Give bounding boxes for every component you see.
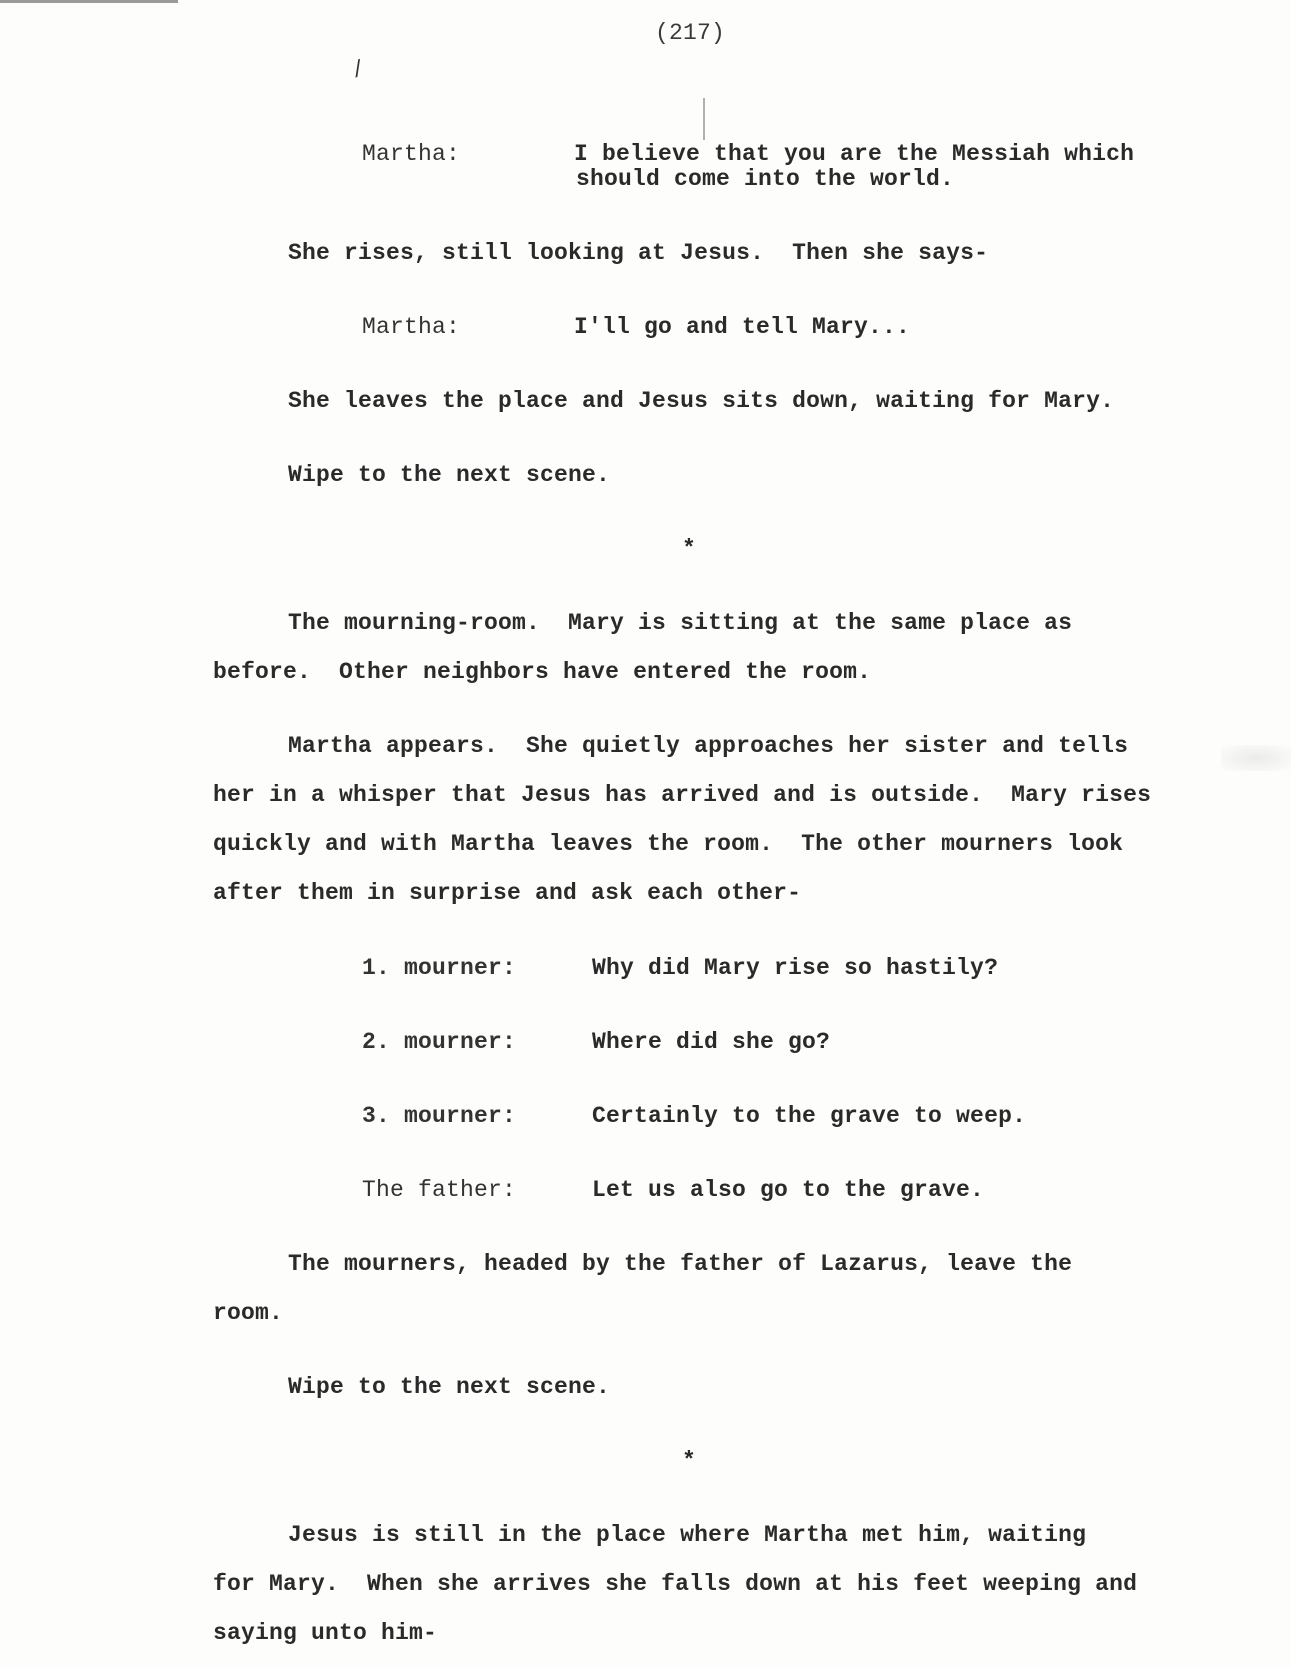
- dialogue-line: Let us also go to the grave.: [592, 1177, 985, 1203]
- dialogue-line: should come into the world.: [576, 166, 955, 192]
- scan-edge-line: [0, 0, 178, 3]
- dialogue-line: I believe that you are the Messiah which: [574, 141, 1135, 167]
- paragraph-line: Martha appears. She quietly approaches her sister and tells: [288, 733, 1129, 759]
- paragraph-line: quickly and with Martha leaves the room. The other mourners look: [213, 831, 1124, 857]
- paragraph-line: her in a whisper that Jesus has arrived and is outside. Mary rises: [213, 782, 1152, 808]
- dialogue-line: Certainly to the grave to weep.: [592, 1103, 1027, 1129]
- paragraph-line: before. Other neighbors have entered the room.: [213, 659, 872, 685]
- scan-smudge: [1221, 745, 1291, 771]
- paragraph-line: for Mary. When she arrives she falls down at his feet weeping and: [213, 1571, 1138, 1597]
- paragraph-line: room.: [213, 1300, 284, 1326]
- dialogue-line: I'll go and tell Mary...: [574, 314, 911, 340]
- speaker-father: The father:: [362, 1177, 517, 1203]
- paragraph-line: Jesus is still in the place where Martha met him, waiting: [288, 1522, 1087, 1548]
- speaker-mourner-2: 2. mourner:: [362, 1029, 517, 1055]
- speaker-martha: Martha:: [362, 314, 461, 340]
- pen-tick-mark: /: [348, 56, 370, 85]
- paragraph-line: The mourning-room. Mary is sitting at the same place as: [288, 610, 1073, 636]
- pen-stroke-mark: [703, 98, 705, 140]
- dialogue-line: Why did Mary rise so hastily?: [592, 955, 999, 981]
- scene-separator: *: [682, 1448, 697, 1474]
- speaker-mourner-3: 3. mourner:: [362, 1103, 517, 1129]
- scene-transition: Wipe to the next scene.: [288, 1374, 611, 1400]
- stage-direction: She rises, still looking at Jesus. Then she says-: [288, 240, 989, 266]
- paragraph-line: The mourners, headed by the father of Lazarus, leave the: [288, 1251, 1073, 1277]
- paragraph-line: saying unto him-: [213, 1620, 438, 1646]
- dialogue-line: Where did she go?: [592, 1029, 831, 1055]
- scene-transition: Wipe to the next scene.: [288, 462, 611, 488]
- page-number: (217): [655, 20, 726, 46]
- paragraph-line: after them in surprise and ask each other-: [213, 880, 802, 906]
- speaker-mourner-1: 1. mourner:: [362, 955, 517, 981]
- speaker-martha: Martha:: [362, 141, 461, 167]
- scene-separator: *: [682, 536, 697, 562]
- stage-direction: She leaves the place and Jesus sits down, waiting for Mary.: [288, 388, 1115, 414]
